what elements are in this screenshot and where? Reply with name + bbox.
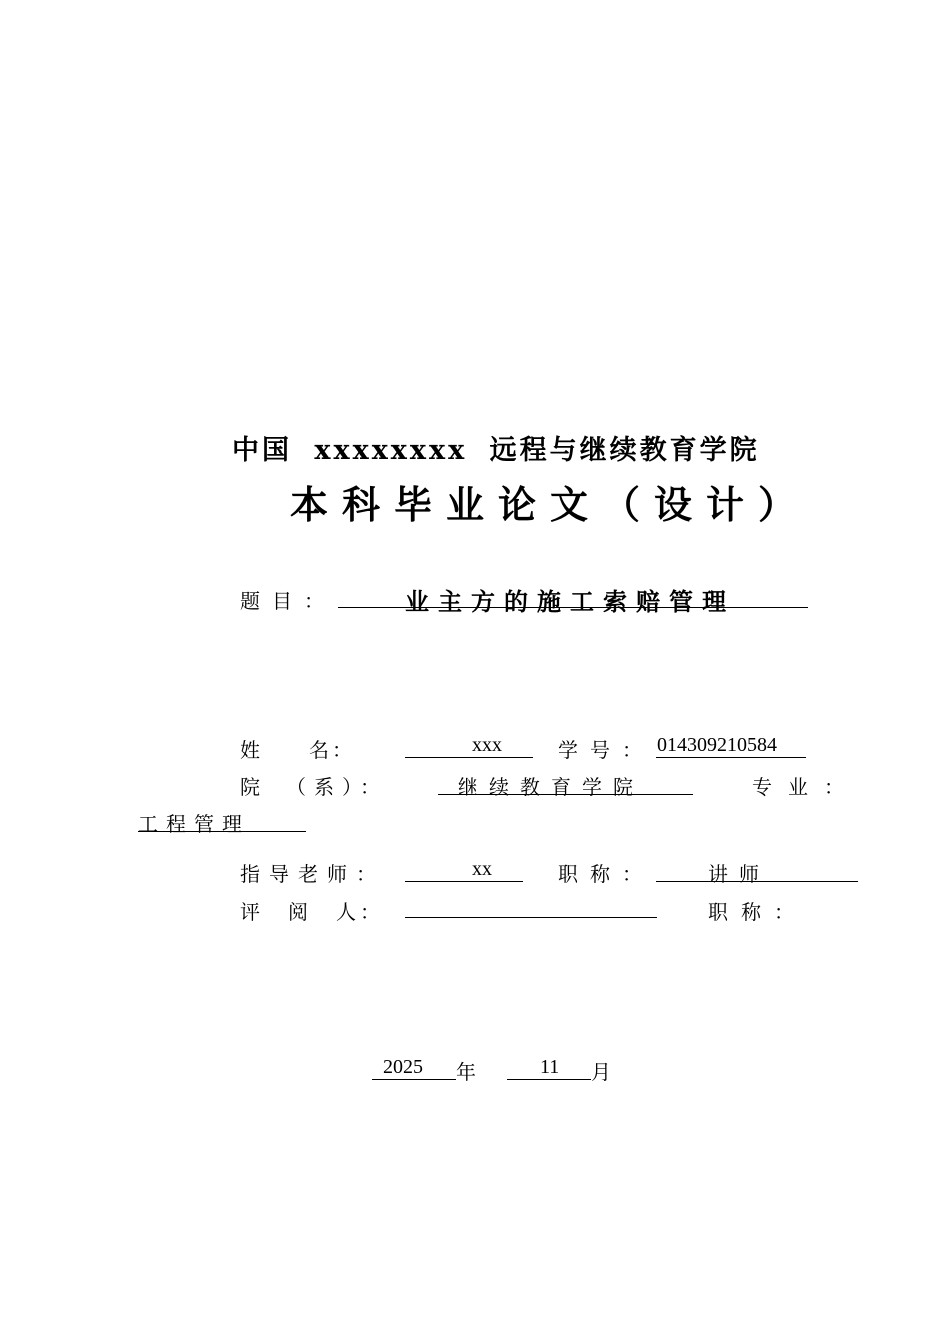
topic-label: 题目： xyxy=(240,589,336,613)
student-id-value: 014309210584 xyxy=(657,734,777,756)
year-unit: 年 xyxy=(456,1060,476,1084)
major-value: 工程管理 xyxy=(138,812,250,836)
advisor-title-label: 职称： xyxy=(558,862,654,886)
year-value: 2025 xyxy=(383,1056,423,1078)
month-value: 11 xyxy=(540,1056,560,1078)
reviewer-title-label: 职称： xyxy=(708,900,807,924)
dept-label: 院 （系）： xyxy=(240,775,388,799)
advisor-title-value: 讲师 xyxy=(708,862,770,886)
school-name-line xyxy=(232,428,760,467)
topic-value: 业主方的施工索赔管理 xyxy=(405,588,735,616)
advisor-value: xx xyxy=(472,858,492,880)
advisor-label: 指导老师： xyxy=(240,862,385,886)
month-unit: 月 xyxy=(591,1060,611,1084)
school-prefix: 中国 xyxy=(232,435,292,466)
dept-value: 继续教育学院 xyxy=(458,775,644,799)
document-title: 本科毕业论文（设计） xyxy=(290,483,811,527)
school-suffix: 远程与继续教育学院 xyxy=(489,435,760,466)
advisor-underline xyxy=(405,857,523,882)
reviewer-underline xyxy=(405,893,657,918)
major-label: 专业： xyxy=(752,775,860,799)
student-id-label: 学号： xyxy=(558,738,654,762)
school-name: xxxxxxxx xyxy=(314,435,468,466)
name-label: 姓 名： xyxy=(240,738,355,762)
name-value: xxx xyxy=(472,734,502,756)
reviewer-label: 评 阅 人： xyxy=(240,900,384,924)
name-underline xyxy=(405,733,533,758)
